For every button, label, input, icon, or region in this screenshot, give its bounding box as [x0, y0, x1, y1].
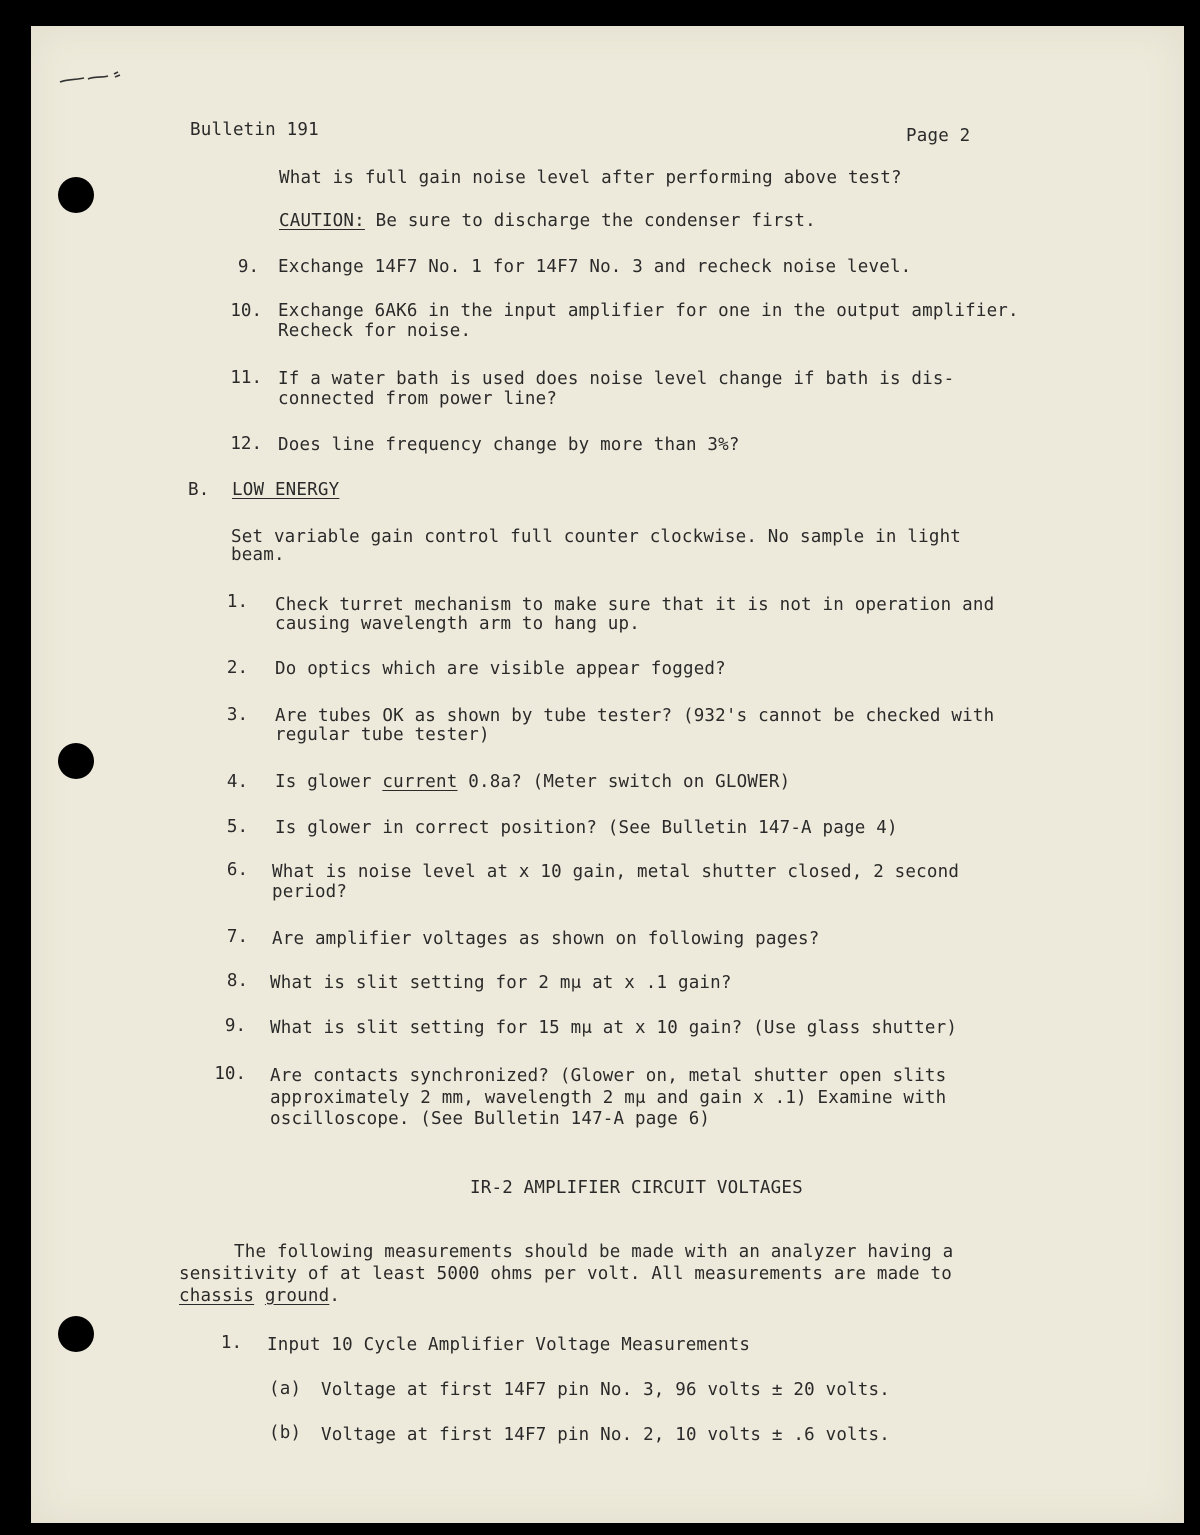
list-item-number: 9.	[237, 257, 259, 277]
section-title: LOW ENERGY	[232, 480, 340, 500]
list-item-number: 1.	[226, 592, 248, 612]
list-item-continuation: period?	[272, 882, 348, 902]
list-item: Are contacts synchronized? (Glower on, metal shutter open slits	[270, 1066, 947, 1086]
bulletin-number: Bulletin 191	[190, 120, 319, 140]
list-item-number: 8.	[226, 971, 248, 991]
underlined-word: chassis	[179, 1286, 255, 1306]
binder-hole-middle	[58, 743, 94, 779]
page-number: Page 2	[906, 126, 971, 146]
underlined-word: ground	[264, 1286, 330, 1306]
list-item-continuation: Recheck for noise.	[278, 321, 472, 341]
paragraph-line: The following measurements should be made with an analyzer having a	[234, 1242, 954, 1262]
intro-question: What is full gain noise level after performing above test?	[279, 168, 902, 188]
list-item-number: 3.	[226, 705, 248, 725]
list-item: Are amplifier voltages as shown on following pages?	[272, 929, 820, 949]
list-item-number: 9.	[224, 1016, 246, 1036]
list-item-continuation: connected from power line?	[278, 389, 558, 409]
list-item-number: 10.	[230, 301, 262, 321]
paragraph-line: sensitivity of at least 5000 ohms per volt. All measurements are made to	[179, 1264, 952, 1284]
list-item: Is glower in correct position? (See Bulletin 147-A page 4)	[275, 818, 898, 838]
list-item	[275, 772, 790, 792]
caution-label: CAUTION:	[279, 211, 365, 231]
list-item-number: 12.	[230, 434, 262, 454]
list-item-number: 1.	[220, 1333, 242, 1353]
sub-item: Voltage at first 14F7 pin No. 3, 96 volts ± 20 volts.	[321, 1380, 891, 1400]
list-item: What is noise level at x 10 gain, metal shutter closed, 2 second	[272, 862, 960, 882]
list-item-number: 10.	[214, 1064, 246, 1084]
list-item: Exchange 6AK6 in the input amplifier for one in the output amplifier.	[278, 301, 1019, 321]
caution-note	[279, 211, 816, 231]
caution-text: Be sure to discharge the condenser first.	[375, 211, 816, 231]
list-item: Input 10 Cycle Amplifier Voltage Measurements	[267, 1335, 751, 1355]
list-item-number: 6.	[226, 860, 248, 880]
list-item: If a water bath is used does noise level change if bath is dis-	[278, 369, 955, 389]
pencil-mark	[58, 70, 122, 86]
sub-item-label: (a)	[269, 1379, 302, 1399]
list-item: What is slit setting for 2 mμ at x .1 gain?	[270, 973, 732, 993]
list-item-number: 4.	[226, 772, 248, 792]
section-letter: B.	[188, 480, 210, 500]
list-item: Do optics which are visible appear fogged?	[275, 659, 726, 679]
binder-hole-bottom	[58, 1316, 94, 1352]
section-intro-continuation: beam.	[231, 545, 285, 565]
list-item-continuation: causing wavelength arm to hang up.	[275, 614, 641, 634]
list-item: Exchange 14F7 No. 1 for 14F7 No. 3 and recheck noise level.	[278, 257, 912, 277]
list-item-number: 11.	[230, 368, 262, 388]
list-item-number: 7.	[226, 927, 248, 947]
period: .	[329, 1286, 341, 1306]
list-item-text: 0.8a? (Meter switch on GLOWER)	[457, 772, 791, 792]
list-item-continuation: oscilloscope. (See Bulletin 147-A page 6)	[270, 1109, 711, 1129]
underlined-word: current	[382, 772, 458, 792]
binder-hole-top	[58, 177, 94, 213]
section-heading: IR-2 AMPLIFIER CIRCUIT VOLTAGES	[470, 1178, 803, 1198]
list-item-number: 2.	[226, 658, 248, 678]
sub-item: Voltage at first 14F7 pin No. 2, 10 volts ± .6 volts.	[321, 1425, 891, 1445]
list-item: Does line frequency change by more than 3%?	[278, 435, 740, 455]
list-item-number: 5.	[226, 817, 248, 837]
list-item-text: Is glower	[275, 772, 383, 792]
list-item: Are tubes OK as shown by tube tester? (932's cannot be checked with	[275, 706, 995, 726]
list-item-continuation: regular tube tester)	[275, 725, 490, 745]
section-intro: Set variable gain control full counter clockwise. No sample in light	[231, 527, 962, 547]
sub-item-label: (b)	[269, 1423, 302, 1443]
paragraph-line	[179, 1286, 340, 1306]
list-item: What is slit setting for 15 mμ at x 10 gain? (Use glass shutter)	[270, 1018, 958, 1038]
list-item: Check turret mechanism to make sure that it is not in operation and	[275, 595, 995, 615]
list-item-continuation: approximately 2 mm, wavelength 2 mμ and gain x .1) Examine with	[270, 1088, 947, 1108]
